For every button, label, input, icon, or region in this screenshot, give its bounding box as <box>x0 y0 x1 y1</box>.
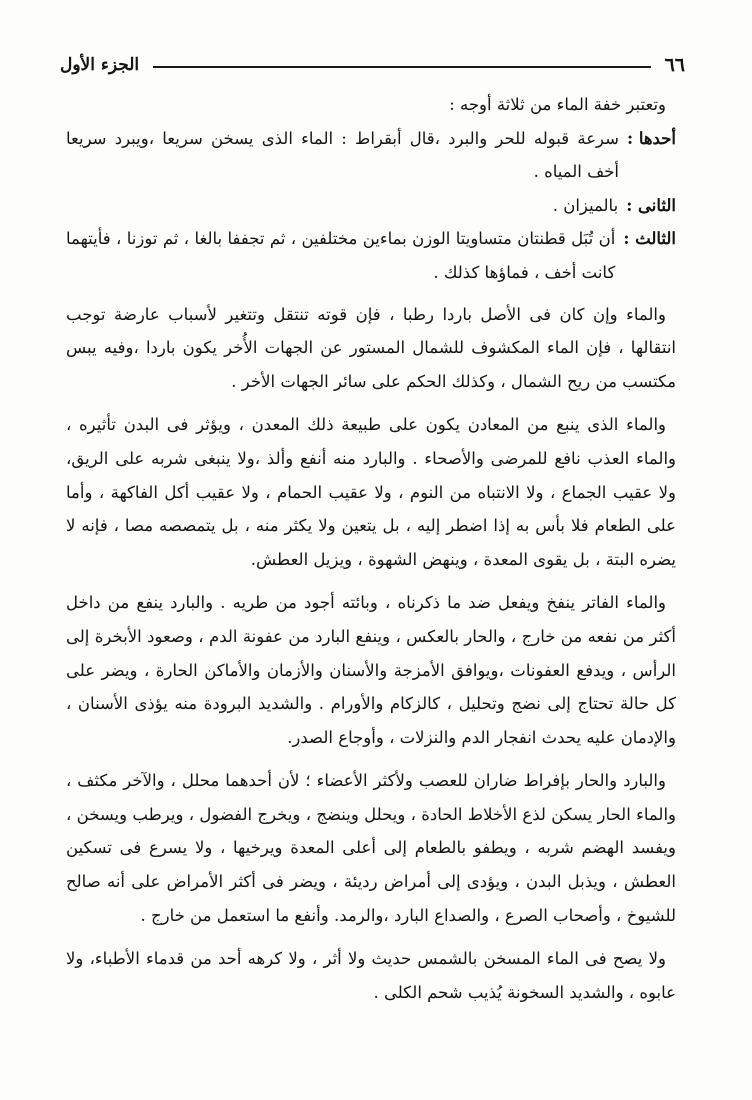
page-header <box>60 50 685 80</box>
item-term: الثانى : <box>626 195 676 215</box>
list-item <box>66 122 676 189</box>
page-body <box>66 88 676 1009</box>
paragraph: والماء وإن كان فى الأصل باردا رطبا ، فإن قوته تنتقل وتتغير لأسباب عارضة توجب انتقالها ، فإن الماء المكشوف للشمال المستور عن الجهات الأُخر يكون باردا ،وفيه يبس مكتسب من ريح الشمال ، وكذلك الحكم على سائر الجهات الأخر . <box>66 304 676 391</box>
item-text: سرعة قبوله للحر والبرد ،قال أبقراط : الماء الذى يسخن سريعا ،ويبرد سريعا أخف المياه . <box>66 128 619 182</box>
page-number: ٦٦ <box>664 54 685 76</box>
paragraph: ولا يصح فى الماء المسخن بالشمس حديث ولا أثر ، ولا كرهه أحد من قدماء الأطباء، ولا عابوه ، والشديد السخونة يُذيب شحم الكلى . <box>66 949 676 1002</box>
part-title: الجزء الأول <box>60 55 140 75</box>
header-rule <box>153 66 650 68</box>
paragraph: والماء الفاتر ينفخ ويفعل ضد ما ذكرناه ، وبائته أجود من طريه . والبارد ينفع من داخل أكثر من نفعه من خارج ، والحار بالعكس ، وينفع البارد من عفونة الدم ، وصعود الأبخرة إلى الرأس ، ويدفع العفونات ،ويوافق الأمزجة والأسنان والأزمان والأماكن الحارة ، ويضر على كل حالة تحتاج إلى نضج وتحليل ، كالزكام والأورام . والشديد البرودة منه يؤذى الأسنان ، والإدمان عليه يحدث انفجار الدم والنزلات ، وأوجاع الصدر. <box>66 593 676 747</box>
paragraph: والبارد والحار بإفراط ضاران للعصب ولأكثر الأعضاء ؛ لأن أحدهما محلل ، والآخر مكثف ، والماء الحار يسكن لذع الأخلاط الحادة ، ويحلل وينضج ، ويخرج الفضول ، ويرطب ويسخن ، ويفسد الهضم شربه ، ويطفو بالطعام إلى أعلى المعدة ويرخيها ، ولا يسرع فى تسكين العطش ، ويذبل البدن ، ويؤدى إلى أمراض رديئة ، ويضر فى أكثر الأمراض على أنه صالح للشيوخ ، وأصحاب الصرع ، والصداع البارد ،والرمد. وأنفع ما استعمل من خارج . <box>66 771 676 925</box>
list-item <box>66 189 676 223</box>
item-term: أحدها : <box>626 128 676 148</box>
paragraph: والماء الذى ينبع من المعادن يكون على طبيعة ذلك المعدن ، ويؤثر فى البدن تأثيره ، والماء العذب نافع للمرضى والأصحاء . والبارد منه أنفع وألذ ،ولا ينبغى شربه على الريق، ولا عقيب الجماع ، ولا الانتباه من النوم ، ولا عقيب الحمام ، ولا عقيب أكل الفاكهة ، وأما على الطعام فلا بأس به إذا اضطر إليه ، بل يتعين ولا يكثر منه ، بل يتمصصه مصا ، فإنه لا يضره البتة ، بل يقوى المعدة ، وينهض الشهوة ، ويزيل العطش. <box>66 415 676 569</box>
intro-line: وتعتبر خفة الماء من ثلاثة أوجه : <box>449 95 666 114</box>
item-text: بالميزان . <box>552 195 619 215</box>
item-term: الثالث : <box>623 229 676 249</box>
list-item <box>66 222 676 289</box>
item-text: أن تُبَل قطنتان متساويتا الوزن بماءين مختلفين ، ثم تجففا بالغا ، ثم توزنا ، فأيتهما كانت أخف ، فماؤها كذلك . <box>66 229 616 282</box>
